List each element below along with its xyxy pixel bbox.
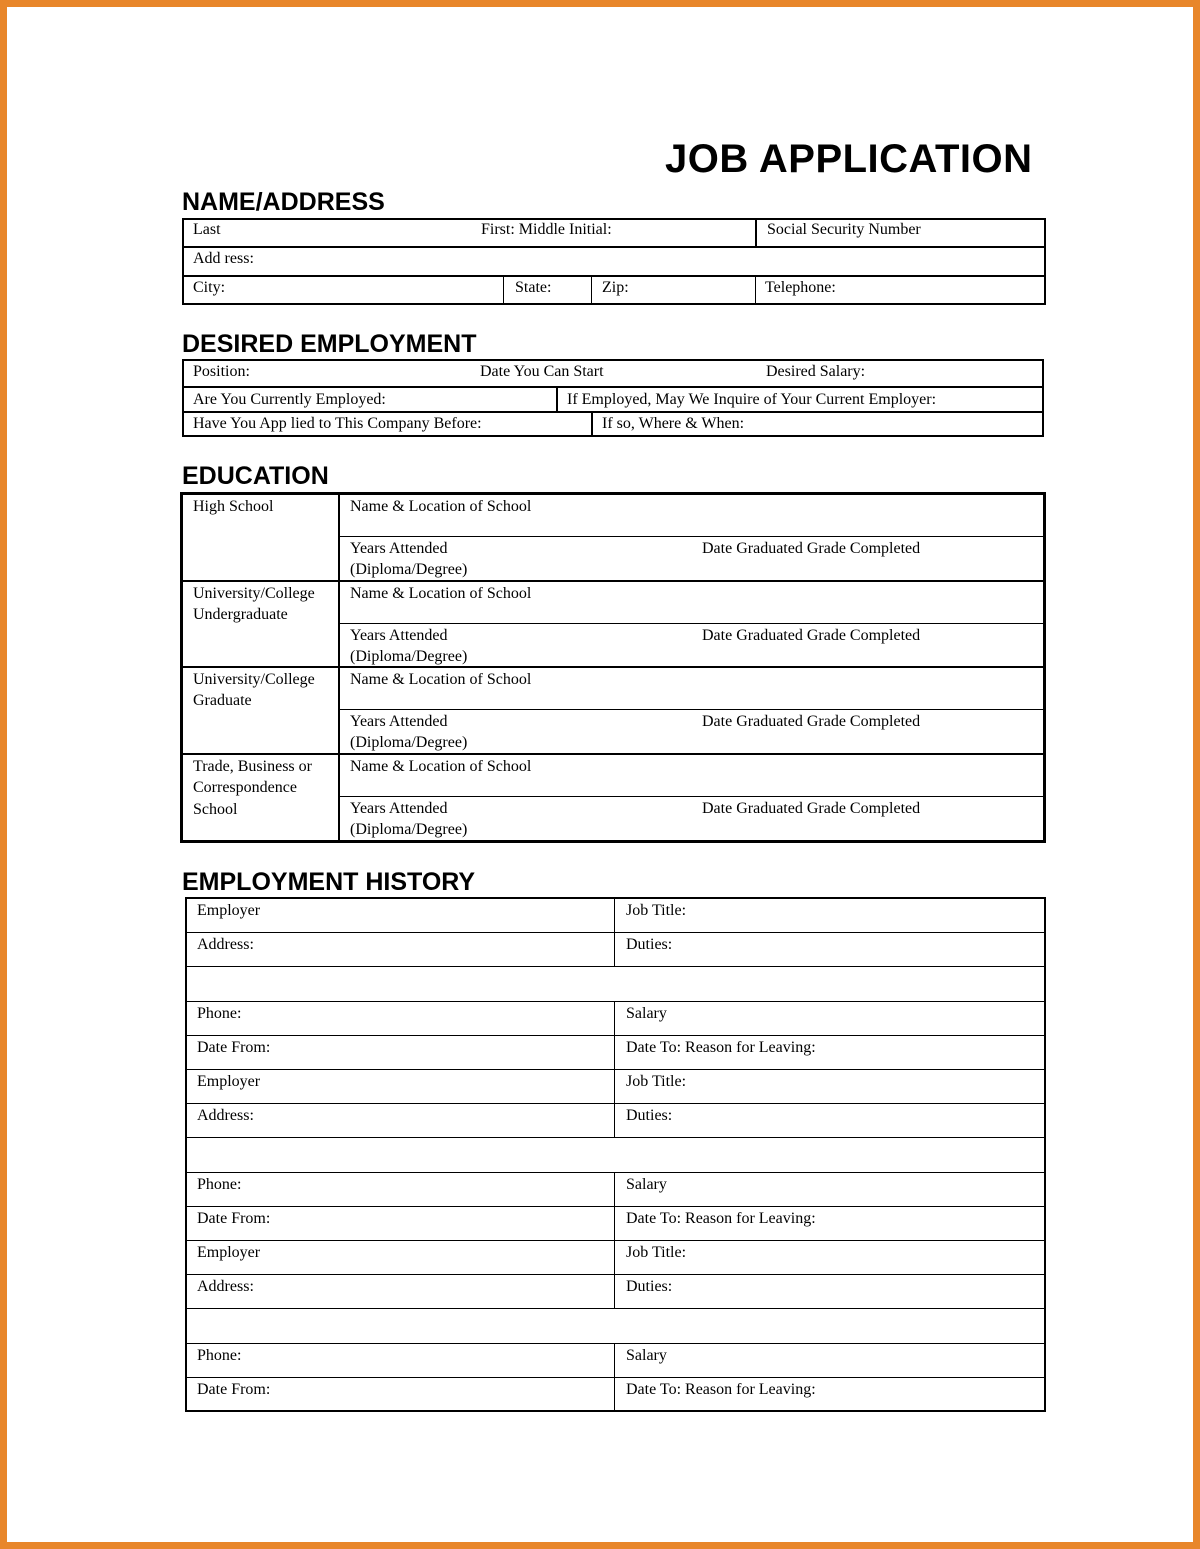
years-attended-field[interactable]: Years Attended — [350, 799, 448, 817]
divider — [186, 1274, 1045, 1275]
date-from-field[interactable]: Date From: — [197, 1038, 271, 1056]
divider — [186, 1240, 1045, 1241]
divider — [556, 387, 558, 412]
employer-field[interactable]: Employer — [197, 1244, 261, 1261]
salary-field[interactable]: Salary — [626, 1175, 667, 1193]
currently-employed-field[interactable]: Are You Currently Employed: — [193, 391, 386, 408]
telephone-field[interactable]: Telephone: — [765, 279, 836, 296]
school-type-label: University/College — [193, 671, 315, 688]
employer-field[interactable]: Employer — [197, 902, 261, 919]
phone-field[interactable]: Phone: — [197, 1004, 242, 1022]
employer-field[interactable]: Employer — [197, 1073, 261, 1090]
divider — [186, 1343, 1045, 1344]
divider — [614, 1103, 615, 1137]
duties-field[interactable]: Duties: — [626, 1278, 673, 1296]
address-field[interactable]: Address: — [197, 1107, 254, 1125]
divider — [186, 1035, 1045, 1036]
divider — [614, 1206, 615, 1240]
job-title-field[interactable]: Job Title: — [626, 902, 687, 919]
date-from-field[interactable]: Date From: — [197, 1209, 271, 1227]
divider — [181, 580, 1045, 582]
address-field[interactable]: Address: — [197, 936, 254, 954]
divider — [186, 1172, 1045, 1173]
divider — [181, 666, 1045, 668]
address-field[interactable]: Address: — [197, 1278, 254, 1296]
date-graduated-field[interactable]: Date Graduated Grade Completed — [702, 799, 921, 817]
school-name-location-field[interactable]: Name & Location of School — [350, 757, 532, 775]
divider — [614, 1069, 615, 1103]
divider — [186, 1377, 1045, 1378]
divider — [186, 1206, 1045, 1207]
section-heading-education: EDUCATION — [182, 462, 329, 490]
divider — [614, 1035, 615, 1069]
job-title-field[interactable]: Job Title: — [626, 1244, 687, 1261]
divider — [339, 623, 1044, 624]
date-graduated-field[interactable]: Date Graduated Grade Completed — [702, 626, 921, 644]
ssn-field[interactable]: Social Security Number — [767, 221, 921, 238]
divider — [182, 275, 1046, 277]
divider — [339, 536, 1044, 537]
last-name-field[interactable]: Last — [193, 221, 221, 238]
divider — [186, 1308, 1045, 1309]
divider — [591, 412, 593, 437]
school-type-label: Graduate — [193, 692, 252, 709]
school-name-location-field[interactable]: Name & Location of School — [350, 498, 532, 515]
date-from-field[interactable]: Date From: — [197, 1380, 271, 1398]
divider — [186, 966, 1045, 967]
employment-history-table — [185, 897, 1046, 1412]
divider — [339, 709, 1044, 710]
divider — [186, 1103, 1045, 1104]
salary-field[interactable]: Salary — [626, 1004, 667, 1022]
years-attended-field[interactable]: Years Attended — [350, 713, 448, 730]
zip-field[interactable]: Zip: — [602, 279, 629, 296]
date-to-reason-field[interactable]: Date To: Reason for Leaving: — [626, 1209, 816, 1227]
school-type-label: Correspondence — [193, 778, 297, 796]
divider — [339, 796, 1044, 797]
divider — [614, 1172, 615, 1206]
school-type-label: Trade, Business or — [193, 757, 312, 775]
divider — [614, 1343, 615, 1377]
divider — [186, 1069, 1045, 1070]
where-when-field[interactable]: If so, Where & When: — [602, 415, 745, 432]
phone-field[interactable]: Phone: — [197, 1346, 242, 1364]
divider — [755, 218, 757, 247]
section-heading-employment-history: EMPLOYMENT HISTORY — [182, 868, 476, 896]
duties-field[interactable]: Duties: — [626, 936, 673, 954]
years-attended-field[interactable]: Years Attended — [350, 540, 448, 557]
date-graduated-field[interactable]: Date Graduated Grade Completed — [702, 713, 921, 730]
divider — [614, 1377, 615, 1411]
divider — [591, 276, 592, 305]
divider — [614, 898, 615, 932]
divider — [614, 932, 615, 966]
city-field[interactable]: City: — [193, 279, 226, 296]
divider — [182, 386, 1044, 388]
date-graduated-field[interactable]: Date Graduated Grade Completed — [702, 540, 921, 557]
first-middle-field[interactable]: First: Middle Initial: — [481, 221, 612, 238]
date-to-reason-field[interactable]: Date To: Reason for Leaving: — [626, 1380, 816, 1398]
school-type-label: High School — [193, 498, 274, 515]
state-field[interactable]: State: — [515, 279, 552, 296]
section-heading-desired-employment: DESIRED EMPLOYMENT — [182, 330, 477, 358]
duties-field[interactable]: Duties: — [626, 1107, 673, 1125]
address-field[interactable]: Add ress: — [193, 250, 254, 267]
school-type-label: School — [193, 800, 238, 818]
phone-field[interactable]: Phone: — [197, 1175, 242, 1193]
diploma-degree-label: (Diploma/Degree) — [350, 734, 468, 751]
divider — [614, 1240, 615, 1274]
position-field[interactable]: Position: — [193, 363, 250, 380]
diploma-degree-label: (Diploma/Degree) — [350, 820, 468, 838]
date-to-reason-field[interactable]: Date To: Reason for Leaving: — [626, 1038, 816, 1056]
diploma-degree-label: (Diploma/Degree) — [350, 561, 468, 578]
divider — [186, 932, 1045, 933]
section-heading-name-address: NAME/ADDRESS — [182, 188, 385, 216]
divider — [614, 1274, 615, 1308]
start-date-field[interactable]: Date You Can Start — [480, 363, 604, 380]
divider — [186, 1001, 1045, 1002]
years-attended-field[interactable]: Years Attended — [350, 626, 448, 644]
school-name-location-field[interactable]: Name & Location of School — [350, 671, 532, 688]
salary-field[interactable]: Salary — [626, 1346, 667, 1364]
applied-before-field[interactable]: Have You App lied to This Company Before: — [193, 415, 482, 432]
divider — [614, 1001, 615, 1035]
desired-salary-field[interactable]: Desired Salary: — [766, 363, 866, 380]
school-type-label: Undergraduate — [193, 605, 288, 623]
divider — [503, 276, 504, 305]
divider — [186, 1137, 1045, 1138]
page-title: JOB APPLICATION — [665, 137, 1033, 181]
divider — [755, 276, 756, 305]
job-title-field[interactable]: Job Title: — [626, 1073, 687, 1090]
divider — [182, 246, 1046, 248]
diploma-degree-label: (Diploma/Degree) — [350, 647, 468, 665]
inquire-employer-field[interactable]: If Employed, May We Inquire of Your Current Employer: — [567, 391, 937, 408]
school-type-label: University/College — [193, 584, 315, 602]
divider — [182, 411, 1044, 413]
school-name-location-field[interactable]: Name & Location of School — [350, 584, 532, 602]
divider — [181, 753, 1045, 755]
